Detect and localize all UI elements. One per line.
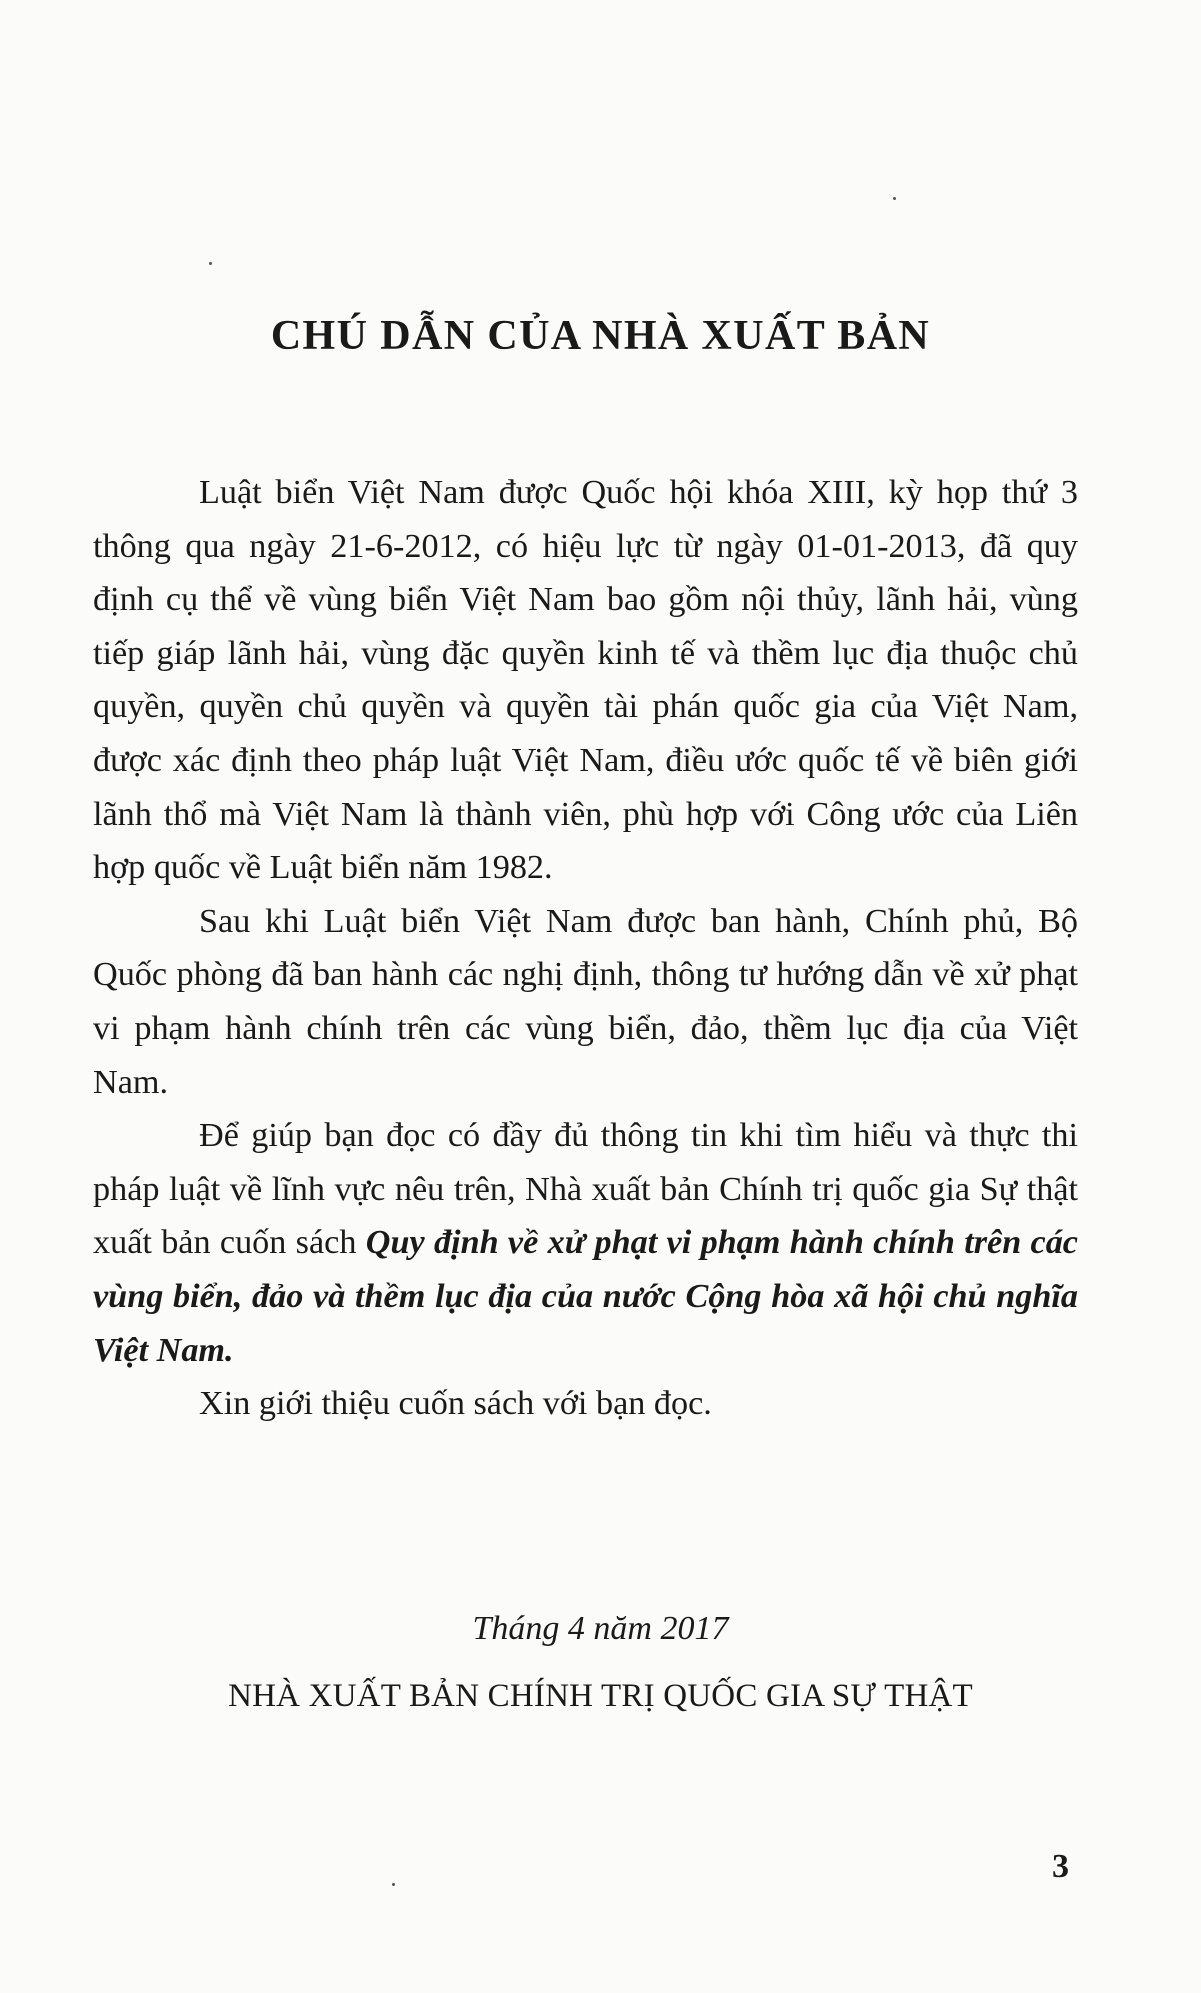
page-number: 3 [1052, 1848, 1069, 1885]
paragraph-2: Sau khi Luật biển Việt Nam được ban hành, Chính phủ, Bộ Quốc phòng đã ban hành các nghị định, thông tư hướng dẫn về xử phạt vi phạm hành chính trên các vùng biển, đảo, thềm lục địa của Việt Nam. [93, 902, 1078, 1101]
paragraph-1: Luật biển Việt Nam được Quốc hội khóa XIII, kỳ họp thứ 3 thông qua ngày 21-6-2012, có hiệu lực từ ngày 01-01-2013, đã quy định cụ thể về vùng biển Việt Nam bao gồm nội thủy, lãnh hải, vùng tiếp giáp lãnh hải, vùng đặc quyền kinh tế và thềm lục địa thuộc chủ quyền, quyền chủ quyền và quyền tài phán quốc gia của Việt Nam, được xác định theo pháp luật Việt Nam, điều ước quốc tế về biên giới lãnh thổ mà Việt Nam là thành viên, phù hợp với Công ước của Liên hợp quốc về Luật biển năm 1982. [93, 474, 1078, 887]
paragraph-3 [93, 1109, 1078, 1377]
paragraph-3-lead: Để giúp bạn đọc có đầy đủ thông tin khi tìm hiểu và thực thi pháp luật về lĩnh vực nêu trên, Nhà xuất bản Chính trị quốc gia Sự thật xuất bản cuốn sách [93, 1117, 1078, 1262]
book-title: Quy định về xử phạt vi phạm hành chính trên các vùng biển, đảo và thềm lục địa của nước Cộng hòa xã hội chủ nghĩa Việt Nam. [93, 1224, 1078, 1369]
print-speck [893, 197, 896, 200]
signature-date: Tháng 4 năm 2017 [472, 1610, 729, 1647]
paragraph-4: Xin giới thiệu cuốn sách với bạn đọc. [199, 1385, 712, 1423]
print-speck [209, 262, 212, 265]
print-speck [392, 1883, 395, 1886]
body-text [93, 466, 1078, 1431]
page-title: CHÚ DẪN CỦA NHÀ XUẤT BẢN [270, 313, 931, 359]
signature-publisher: NHÀ XUẤT BẢN CHÍNH TRỊ QUỐC GIA SỰ THẬT [228, 1678, 973, 1714]
